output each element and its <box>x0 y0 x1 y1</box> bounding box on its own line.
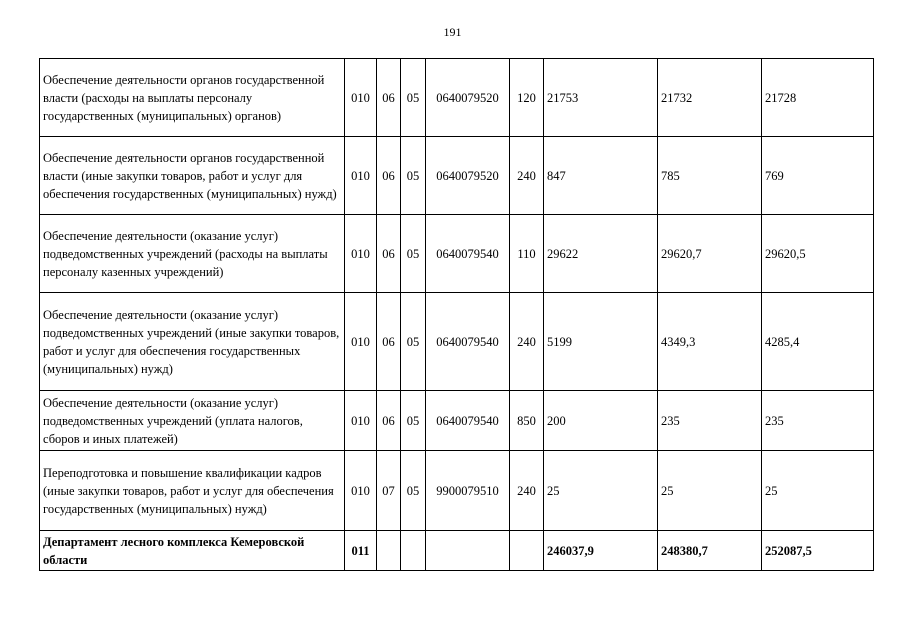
row-description: Обеспечение деятельности (оказание услуг) подведомственных учреждений (расходы на выплаты персоналу казенных учреждений) <box>40 215 345 293</box>
amount-year-1: 5199 <box>544 293 658 391</box>
section-code: 06 <box>377 391 401 451</box>
total-year-1: 246037,9 <box>544 531 658 571</box>
amount-year-3: 769 <box>762 137 874 215</box>
target-code: 9900079510 <box>426 451 510 531</box>
subsection-code: 05 <box>401 451 426 531</box>
page-number: 191 <box>443 25 462 39</box>
subsection-code: 05 <box>401 391 426 451</box>
amount-year-3: 4285,4 <box>762 293 874 391</box>
amount-year-1: 200 <box>544 391 658 451</box>
target-code: 0640079520 <box>426 137 510 215</box>
table-row <box>40 59 874 137</box>
table-row <box>40 137 874 215</box>
table-row <box>40 215 874 293</box>
expense-type-code: 240 <box>510 451 544 531</box>
section-code <box>377 531 401 571</box>
expense-type-code: 110 <box>510 215 544 293</box>
table-row-total <box>40 531 874 571</box>
section-code: 06 <box>377 59 401 137</box>
amount-year-2: 29620,7 <box>658 215 762 293</box>
total-year-3: 252087,5 <box>762 531 874 571</box>
amount-year-3: 29620,5 <box>762 215 874 293</box>
ministry-code: 010 <box>345 293 377 391</box>
section-code: 07 <box>377 451 401 531</box>
amount-year-1: 29622 <box>544 215 658 293</box>
row-description: Обеспечение деятельности (оказание услуг) подведомственных учреждений (уплата налогов, сборов и иных платежей) <box>40 391 345 451</box>
department-name: Департамент лесного комплекса Кемеровской области <box>40 531 345 571</box>
section-code: 06 <box>377 293 401 391</box>
expense-type-code: 850 <box>510 391 544 451</box>
ministry-code: 010 <box>345 59 377 137</box>
target-code: 0640079540 <box>426 293 510 391</box>
expense-type-code: 120 <box>510 59 544 137</box>
target-code: 0640079520 <box>426 59 510 137</box>
amount-year-2: 25 <box>658 451 762 531</box>
table-row <box>40 451 874 531</box>
amount-year-1: 21753 <box>544 59 658 137</box>
amount-year-3: 235 <box>762 391 874 451</box>
amount-year-2: 21732 <box>658 59 762 137</box>
ministry-code: 010 <box>345 391 377 451</box>
subsection-code: 05 <box>401 59 426 137</box>
amount-year-3: 21728 <box>762 59 874 137</box>
amount-year-2: 4349,3 <box>658 293 762 391</box>
ministry-code: 010 <box>345 451 377 531</box>
target-code: 0640079540 <box>426 215 510 293</box>
section-code: 06 <box>377 137 401 215</box>
subsection-code: 05 <box>401 215 426 293</box>
section-code: 06 <box>377 215 401 293</box>
amount-year-2: 785 <box>658 137 762 215</box>
ministry-code: 010 <box>345 215 377 293</box>
expense-type-code <box>510 531 544 571</box>
ministry-code: 011 <box>345 531 377 571</box>
amount-year-1: 847 <box>544 137 658 215</box>
budget-table <box>39 58 874 571</box>
table-row <box>40 391 874 451</box>
row-description: Обеспечение деятельности органов государственной власти (иные закупки товаров, работ и услуг для обеспечения государственных (муниципальных) нужд) <box>40 137 345 215</box>
ministry-code: 010 <box>345 137 377 215</box>
row-description: Обеспечение деятельности (оказание услуг) подведомственных учреждений (иные закупки товаров, работ и услуг для обеспечения государственных (муниципальных) нужд) <box>40 293 345 391</box>
row-description: Обеспечение деятельности органов государственной власти (расходы на выплаты персоналу государственных (муниципальных) органов) <box>40 59 345 137</box>
total-year-2: 248380,7 <box>658 531 762 571</box>
row-description: Переподготовка и повышение квалификации кадров (иные закупки товаров, работ и услуг для обеспечения государственных (муниципальных) нужд) <box>40 451 345 531</box>
subsection-code: 05 <box>401 137 426 215</box>
expense-type-code: 240 <box>510 293 544 391</box>
amount-year-3: 25 <box>762 451 874 531</box>
table-row <box>40 293 874 391</box>
amount-year-1: 25 <box>544 451 658 531</box>
amount-year-2: 235 <box>658 391 762 451</box>
target-code: 0640079540 <box>426 391 510 451</box>
subsection-code: 05 <box>401 293 426 391</box>
subsection-code <box>401 531 426 571</box>
target-code <box>426 531 510 571</box>
expense-type-code: 240 <box>510 137 544 215</box>
